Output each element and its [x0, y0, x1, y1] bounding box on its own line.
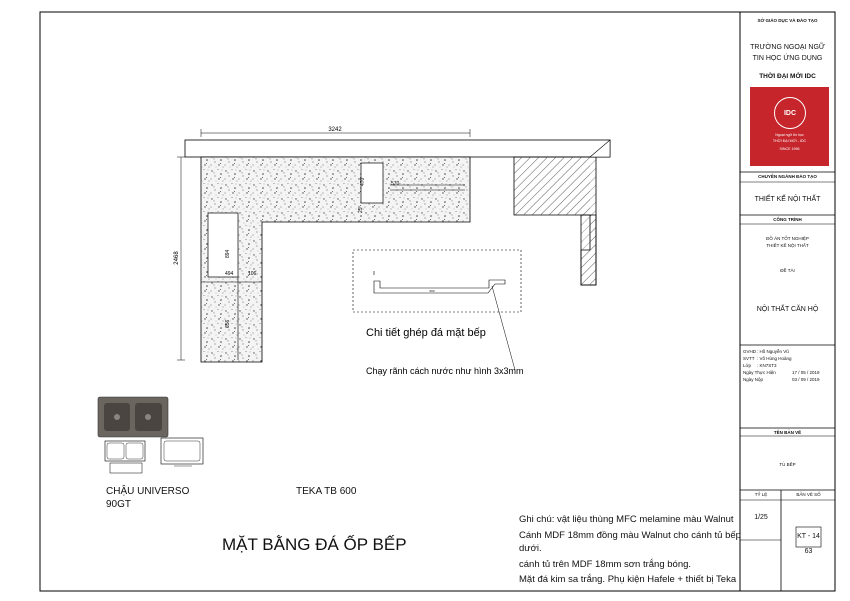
- dim-sink-gap: 25: [358, 207, 364, 213]
- dim-height-label: 2468: [174, 251, 180, 265]
- leader-line: [492, 286, 515, 370]
- logo-line1: Ngoại ngữ tin học: [775, 133, 804, 137]
- scale-value: 1/25: [754, 514, 768, 521]
- detail-dim: 500: [429, 289, 435, 293]
- sink-name-line2: 90GT: [106, 499, 132, 510]
- inner-cutout: [208, 213, 238, 277]
- sheet-label: BẢN VẼ SỐ: [796, 492, 821, 497]
- topic-value: NỘI THẤT CĂN HỘ: [756, 306, 819, 313]
- detail-profile: [374, 271, 505, 293]
- project-line1: ĐỒ ÁN TỐT NGHIỆP: [766, 236, 809, 241]
- sheet-code: KT - 14: [797, 533, 820, 540]
- scale-label: TỶ LỆ: [754, 492, 768, 497]
- svtt-label: SVTT: [743, 356, 755, 361]
- note-line-1: Ghi chú: vật liệu thùng MFC melamine màu Walnut: [519, 514, 734, 525]
- svtt-value: : Võ Hùng Hoàng: [757, 356, 792, 361]
- start-label: Ngày Thực Hiện: [743, 370, 776, 375]
- major-label: CHUYÊN NGÀNH ĐÀO TẠO: [758, 174, 817, 179]
- gvhd-label: GVHD: [743, 349, 757, 354]
- hob-name: TEKA TB 600: [296, 486, 357, 497]
- school-line1: TRƯỜNG NGOẠI NGỮ: [750, 44, 825, 51]
- sink-illustration: [96, 394, 221, 484]
- logo-line3: SINCE 1996: [779, 147, 800, 151]
- sheet-number: 63: [804, 548, 813, 555]
- topic-label: ĐỀ TÀI: [780, 268, 795, 273]
- submit-label: Ngày Nộp: [743, 377, 764, 382]
- major-value: THIẾT KẾ NỘI THẤT: [754, 196, 821, 203]
- drawing-name-value: TỦ BẾP: [779, 462, 796, 467]
- dim-inner-width: 494: [225, 271, 234, 277]
- start-value: 17 / 05 / 2019: [792, 370, 820, 375]
- logo-emblem: IDC: [774, 97, 806, 129]
- dim-return: 106: [248, 271, 257, 277]
- department: SỞ GIÁO DỤC VÀ ĐÀO TẠO: [757, 18, 818, 23]
- school-logo: [750, 87, 829, 166]
- submit-value: 03 / 09 / 2019: [792, 377, 820, 382]
- school-line2: TIN HỌC ỨNG DỤNG: [752, 55, 823, 62]
- dim-sink-depth: 470: [360, 177, 366, 186]
- note-line-5: Mặt đá kim sa trắng. Phụ kiện Hafele + thiết bị Teka: [519, 574, 737, 585]
- groove-caption: Chạy rãnh cách nước như hình 3x3mm: [366, 366, 524, 376]
- project-label: CÔNG TRÌNH: [773, 217, 802, 222]
- sink-name-line1: CHẬU UNIVERSO: [106, 486, 190, 497]
- brand-name: THỜI ĐẠI MỚI IDC: [759, 73, 816, 80]
- dim-stove-width: 570: [391, 181, 400, 187]
- logo-line2: THỜI ĐẠI MỚI - IDC: [772, 139, 807, 143]
- drawing-name-label: TÊN BẢN VẼ: [773, 430, 802, 435]
- dim-inner-length: 894: [225, 249, 231, 258]
- note-line-2: Cánh MDF 18mm đồng màu Walnut cho cánh tủ bếp: [519, 530, 741, 541]
- detail-caption: Chi tiết ghép đá mặt bếp: [366, 327, 486, 339]
- counter-front-edge: [185, 140, 610, 157]
- dim-lower: 656: [225, 319, 231, 328]
- note-line-4: cánh tủ trên MDF 18mm sơn trắng bóng.: [519, 559, 692, 570]
- drawing-title: MẶT BẰNG ĐÁ ỐP BẾP: [222, 535, 407, 554]
- class-label: Lớp: [743, 363, 751, 368]
- note-line-3: dưới.: [519, 543, 542, 554]
- class-value: : KN7ST3: [757, 363, 777, 368]
- dim-width-label: 3242: [328, 127, 342, 133]
- gvhd-value: : Hồ Nguyễn Vũ: [757, 349, 789, 354]
- sheet-border: [40, 12, 835, 591]
- project-line2: THIẾT KẾ NỘI THẤT: [766, 243, 809, 248]
